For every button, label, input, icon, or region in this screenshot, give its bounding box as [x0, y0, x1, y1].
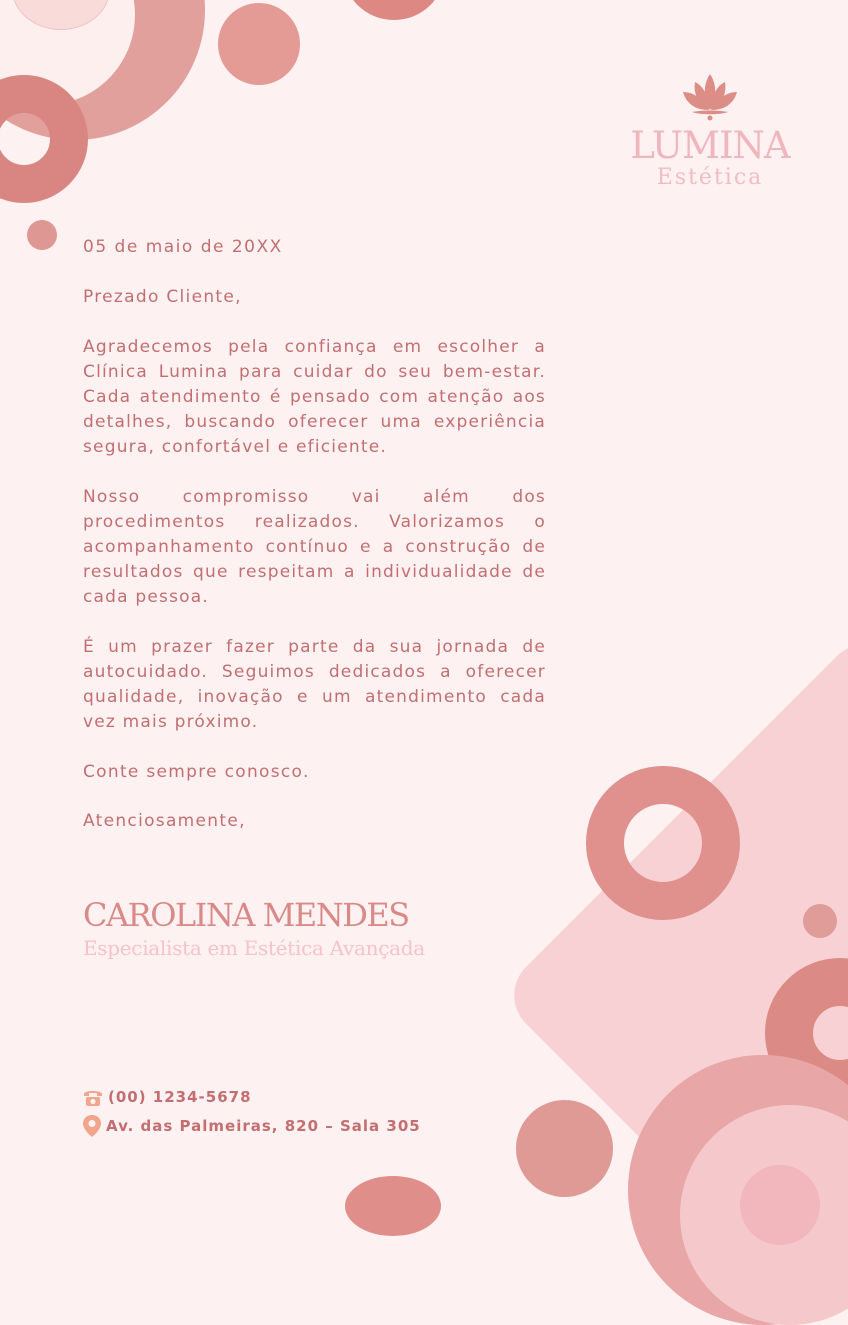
map-pin-icon	[82, 1114, 102, 1138]
logo-name: LUMINA	[630, 124, 790, 167]
logo-subtitle: Estética	[656, 165, 764, 190]
decor-circle	[516, 1100, 613, 1197]
decor-dot	[27, 220, 57, 250]
decor-circle	[345, 1176, 441, 1236]
signature-block	[83, 895, 583, 961]
decor-circle	[218, 3, 300, 85]
decor-circle	[740, 1165, 820, 1245]
contact-phone-text: (00) 1234-5678	[108, 1088, 252, 1106]
signature-name: CAROLINA MENDES	[83, 896, 409, 934]
decor-ring	[586, 766, 740, 920]
lotus-icon	[682, 72, 738, 122]
contact-address-text: Av. das Palmeiras, 820 – Sala 305	[106, 1117, 421, 1135]
letter-paragraph: É um prazer fazer parte da sua jornada de autocuidado. Seguimos dedicados a oferecer qualidade, inovação e um atendimento cada vez mais próximo.	[83, 637, 546, 732]
letter-greeting: Prezado Cliente,	[83, 287, 242, 307]
signature-title: Especialista em Estética Avançada	[83, 936, 425, 960]
phone-icon	[82, 1087, 104, 1107]
letter-paragraph: Agradecemos pela confiança em escolher a Clínica Lumina para cuidar do seu bem-estar. Cada atendimento é pensado com atenção aos detalhes, buscando oferecer uma experiência segura, confortável e eficiente.	[83, 337, 546, 457]
company-logo	[620, 72, 800, 190]
letter-body	[83, 235, 546, 858]
letter-paragraph: Nosso compromisso vai além dos procedimentos realizados. Valorizamos o acompanhamento contínuo e a construção de resultados que respeitam a individualidade de cada pessoa.	[83, 487, 546, 607]
letter-sign-off: Atenciosamente,	[83, 811, 246, 831]
contact-phone	[82, 1087, 252, 1107]
letter-date: 05 de maio de 20XX	[83, 237, 283, 257]
decor-circle	[343, 0, 445, 20]
letter-closing-line: Conte sempre conosco.	[83, 762, 310, 782]
contact-address	[82, 1114, 421, 1138]
decor-dot	[803, 904, 837, 938]
